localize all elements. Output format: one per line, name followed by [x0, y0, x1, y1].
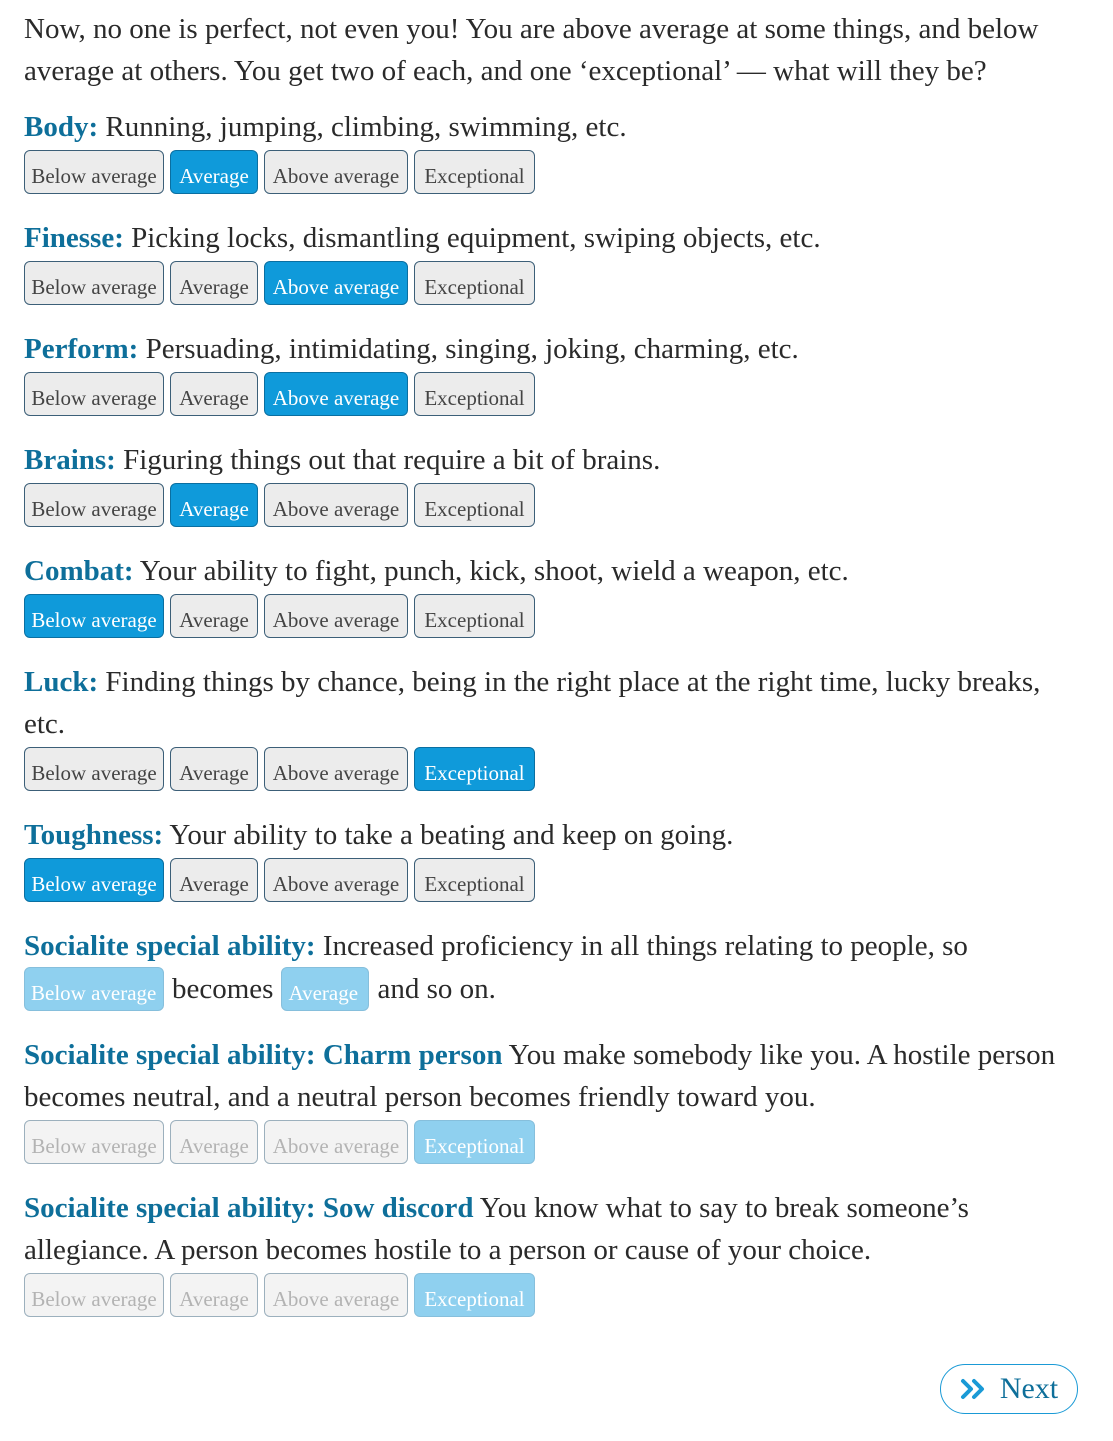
- level-button-average[interactable]: Average: [170, 594, 258, 638]
- level-button-group: [24, 372, 1064, 416]
- level-button-below-average[interactable]: Below average: [24, 372, 164, 416]
- example-chip-average: Average: [281, 967, 369, 1011]
- level-button-above-average[interactable]: Above average: [264, 372, 408, 416]
- level-button-above-average[interactable]: Above average: [264, 747, 408, 791]
- level-button-exceptional: Exceptional: [414, 1273, 535, 1317]
- attributes-form: [24, 8, 1064, 1340]
- attribute-perform: [24, 328, 1064, 416]
- attribute-finesse: [24, 217, 1064, 305]
- level-button-exceptional[interactable]: Exceptional: [414, 747, 535, 791]
- attribute-description: Running, jumping, climbing, swimming, etc.: [105, 111, 627, 143]
- attribute-description: You know what to say to break someone’s allegiance. A person becomes hostile to a person or cause of your choice.: [24, 1192, 969, 1266]
- level-button-exceptional[interactable]: Exceptional: [414, 483, 535, 527]
- intro-text: Now, no one is perfect, not even you! You are above average at some things, and below average at others. You get two of each, and one ‘exceptional’ — what will they be?: [24, 13, 1039, 87]
- level-button-group: [24, 594, 1064, 638]
- level-button-group: [24, 858, 1064, 902]
- attribute-list: [24, 106, 1064, 902]
- level-button-group: [24, 747, 1064, 791]
- level-button-above-average[interactable]: Above average: [264, 483, 408, 527]
- special-general-middle: becomes: [172, 973, 274, 1005]
- attribute-description: Your ability to take a beating and keep on going.: [169, 819, 734, 851]
- level-button-above-average[interactable]: Above average: [264, 150, 408, 194]
- special-general: [24, 925, 1064, 1011]
- attribute-name: Finesse:: [24, 222, 124, 254]
- special-general-desc: Increased proficiency in all things relating to people, so: [322, 930, 968, 962]
- level-button-below-average[interactable]: Below average: [24, 858, 164, 902]
- attribute-toughness: [24, 814, 1064, 902]
- attribute-combat: [24, 550, 1064, 638]
- level-button-group: [24, 483, 1064, 527]
- attribute-description: Figuring things out that require a bit of brains.: [123, 444, 661, 476]
- next-button-label: Next: [999, 1372, 1059, 1405]
- next-button[interactable]: [940, 1364, 1078, 1414]
- level-button-group: [24, 1273, 1064, 1317]
- level-button-above-average: Above average: [264, 1120, 408, 1164]
- level-button-below-average[interactable]: Below average: [24, 594, 164, 638]
- attribute-name: Combat:: [24, 555, 134, 587]
- level-button-average[interactable]: Average: [170, 150, 258, 194]
- level-button-below-average[interactable]: Below average: [24, 150, 164, 194]
- attribute-description: You make somebody like you. A hostile person becomes neutral, and a neutral person becomes friendly toward you.: [24, 1039, 1056, 1113]
- level-button-exceptional[interactable]: Exceptional: [414, 372, 535, 416]
- level-button-below-average[interactable]: Below average: [24, 483, 164, 527]
- attribute-description: Finding things by chance, being in the right place at the right time, lucky breaks, etc.: [24, 666, 1041, 740]
- level-button-exceptional[interactable]: Exceptional: [414, 261, 535, 305]
- level-button-group: [24, 261, 1064, 305]
- level-button-above-average: Above average: [264, 1273, 408, 1317]
- attribute-name: Socialite special ability: Sow discord: [24, 1192, 474, 1224]
- attribute-description: Persuading, intimidating, singing, joking, charming, etc.: [145, 333, 799, 365]
- level-button-average[interactable]: Average: [170, 372, 258, 416]
- attribute-description: Your ability to fight, punch, kick, shoot, wield a weapon, etc.: [139, 555, 849, 587]
- level-button-above-average[interactable]: Above average: [264, 858, 408, 902]
- attribute-socialite-special-ability-sow-discord: [24, 1187, 1064, 1317]
- attribute-luck: [24, 661, 1064, 791]
- double-chevron-right-icon: [960, 1378, 986, 1400]
- level-button-average[interactable]: Average: [170, 261, 258, 305]
- level-button-average[interactable]: Average: [170, 483, 258, 527]
- level-button-average[interactable]: Average: [170, 747, 258, 791]
- attribute-description: Picking locks, dismantling equipment, swiping objects, etc.: [131, 222, 821, 254]
- level-button-above-average[interactable]: Above average: [264, 594, 408, 638]
- level-button-exceptional: Exceptional: [414, 1120, 535, 1164]
- attribute-name: Socialite special ability: Charm person: [24, 1039, 503, 1071]
- example-chip-below-average: Below average: [24, 967, 164, 1011]
- level-button-average: Average: [170, 1273, 258, 1317]
- level-button-group: [24, 1120, 1064, 1164]
- attribute-name: Perform:: [24, 333, 139, 365]
- attribute-name: Luck:: [24, 666, 99, 698]
- level-button-below-average: Below average: [24, 1120, 164, 1164]
- level-button-group: [24, 150, 1064, 194]
- attribute-name: Body:: [24, 111, 99, 143]
- level-button-exceptional[interactable]: Exceptional: [414, 858, 535, 902]
- level-button-average: Average: [170, 1120, 258, 1164]
- level-button-exceptional[interactable]: Exceptional: [414, 594, 535, 638]
- special-general-end: and so on.: [377, 973, 496, 1005]
- level-button-average[interactable]: Average: [170, 858, 258, 902]
- level-button-below-average: Below average: [24, 1273, 164, 1317]
- special-general-name: Socialite special ability:: [24, 930, 316, 962]
- special-ability-list: [24, 1034, 1064, 1317]
- attribute-body: [24, 106, 1064, 194]
- level-button-below-average[interactable]: Below average: [24, 261, 164, 305]
- attribute-name: Toughness:: [24, 819, 164, 851]
- level-button-exceptional[interactable]: Exceptional: [414, 150, 535, 194]
- attribute-brains: [24, 439, 1064, 527]
- level-button-below-average[interactable]: Below average: [24, 747, 164, 791]
- attribute-socialite-special-ability-charm-person: [24, 1034, 1064, 1164]
- level-button-above-average[interactable]: Above average: [264, 261, 408, 305]
- attribute-name: Brains:: [24, 444, 116, 476]
